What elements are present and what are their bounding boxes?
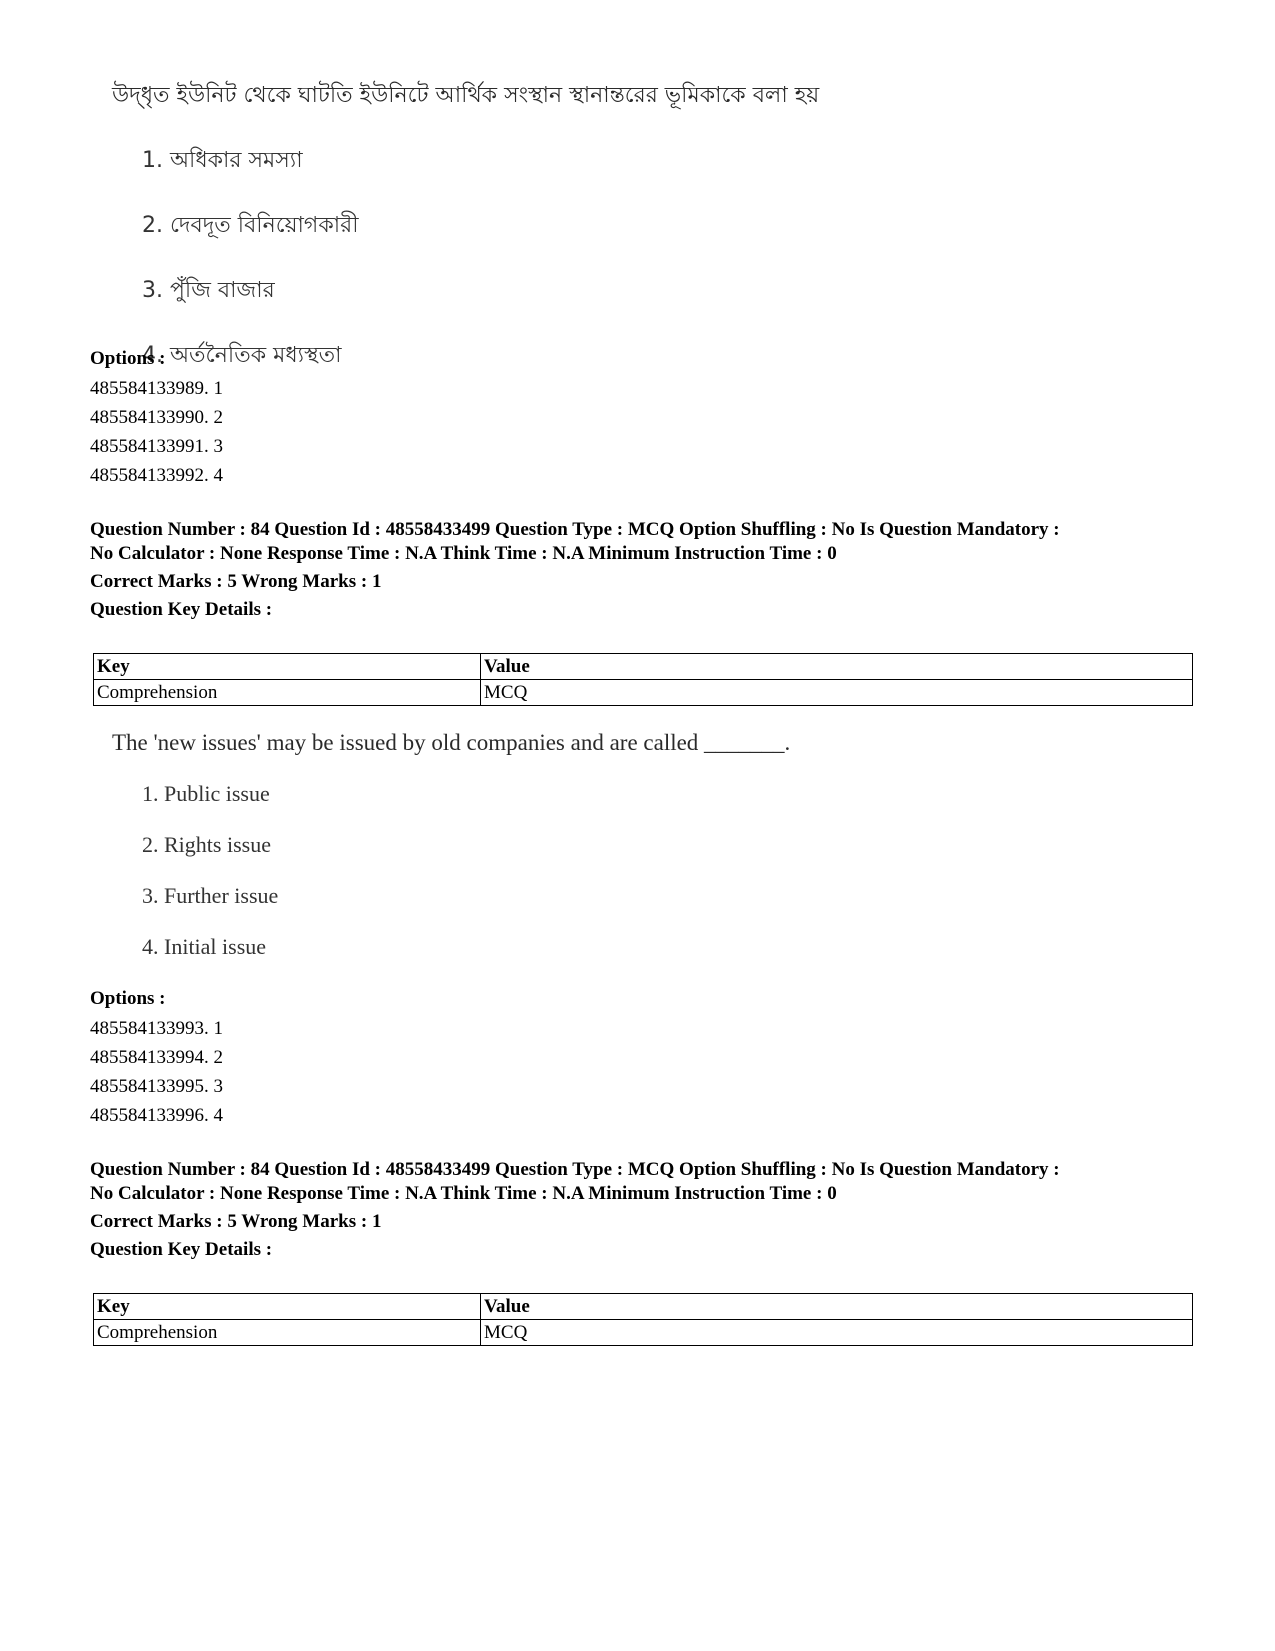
options-label: Options : <box>90 988 166 1009</box>
choice-3: 3. পুঁজি বাজার <box>142 278 275 303</box>
option-3: 485584133991. 3 <box>90 436 223 457</box>
option-2: 485584133990. 2 <box>90 407 223 428</box>
choice-2: 2. দেবদূত বিনিয়োগকারী <box>142 213 359 238</box>
header-key: Key <box>94 654 481 680</box>
question-stem: উদ্‌ধৃত ইউনিট থেকে ঘাটতি ইউনিটে আর্থিক সংস্থান স্থানান্তরের ভূমিকাকে বলা হয় <box>112 83 820 108</box>
option-3: 485584133995. 3 <box>90 1076 223 1097</box>
choice-1: 1. Public issue <box>142 781 270 806</box>
option-4: 485584133996. 4 <box>90 1105 223 1126</box>
key-details-table <box>93 1293 1193 1346</box>
table-row <box>94 680 1193 706</box>
header-value: Value <box>481 654 1193 680</box>
marks-line: Correct Marks : 5 Wrong Marks : 1 <box>90 1211 382 1232</box>
question-stem: The 'new issues' may be issued by old companies and are called _______. <box>112 730 791 755</box>
meta-line-1: Question Number : 84 Question Id : 48558433499 Question Type : MCQ Option Shuffling : No Is Question Mandatory : <box>90 1159 1060 1180</box>
question-meta <box>90 518 1200 622</box>
question-image-bengali <box>112 78 819 375</box>
options-section <box>90 987 223 1130</box>
meta-line-2: No Calculator : None Response Time : N.A Think Time : N.A Minimum Instruction Time : 0 <box>90 543 837 564</box>
header-value: Value <box>481 1294 1193 1320</box>
key-details-label: Question Key Details : <box>90 1239 273 1260</box>
key-details-table <box>93 653 1193 706</box>
cell-key: Comprehension <box>94 1320 481 1346</box>
option-4: 485584133992. 4 <box>90 465 223 486</box>
key-details-label: Question Key Details : <box>90 599 273 620</box>
option-1: 485584133993. 1 <box>90 1018 223 1039</box>
table-header-row <box>94 654 1193 680</box>
marks-line: Correct Marks : 5 Wrong Marks : 1 <box>90 571 382 592</box>
cell-value: MCQ <box>481 680 1193 706</box>
choice-4: 4. অর্তনৈতিক মধ্যস্থতা <box>142 343 342 368</box>
choice-3: 3. Further issue <box>142 883 279 908</box>
question-meta <box>90 1158 1200 1262</box>
choice-2: 2. Rights issue <box>142 832 271 857</box>
options-section <box>90 347 223 490</box>
options-label: Options : <box>90 348 166 369</box>
header-key: Key <box>94 1294 481 1320</box>
choice-4: 4. Initial issue <box>142 934 267 959</box>
cell-value: MCQ <box>481 1320 1193 1346</box>
option-1: 485584133989. 1 <box>90 378 223 399</box>
table-header-row <box>94 1294 1193 1320</box>
cell-key: Comprehension <box>94 680 481 706</box>
table-row <box>94 1320 1193 1346</box>
meta-line-1: Question Number : 84 Question Id : 48558433499 Question Type : MCQ Option Shuffling : No Is Question Mandatory : <box>90 519 1060 540</box>
meta-line-2: No Calculator : None Response Time : N.A Think Time : N.A Minimum Instruction Time : 0 <box>90 1183 837 1204</box>
option-2: 485584133994. 2 <box>90 1047 223 1068</box>
choice-1: 1. অধিকার সমস্যা <box>142 148 303 173</box>
question-image-english <box>112 730 790 960</box>
